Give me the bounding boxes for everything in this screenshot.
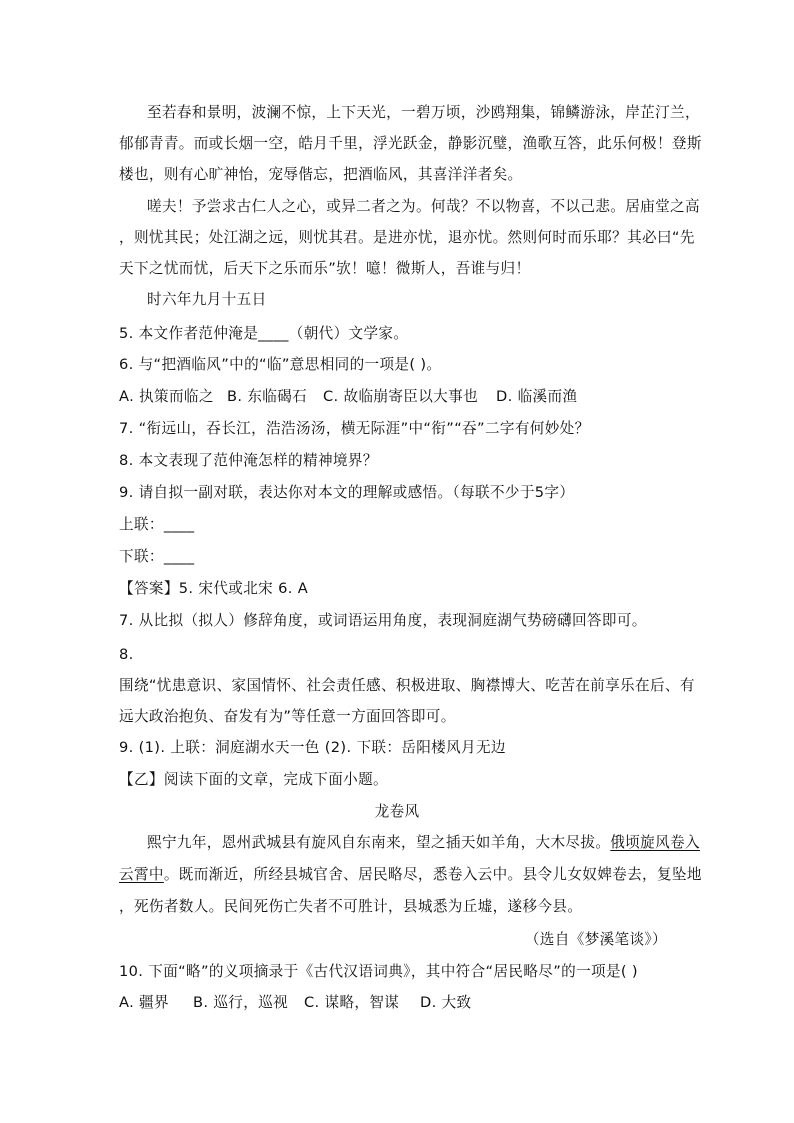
part-b-line-2 <box>119 865 702 885</box>
option-a: A. 执策而临之 <box>119 388 214 405</box>
question-6: 6. 与“把酒临风”中的“临”意思相同的一项是( )。 <box>119 356 442 373</box>
option-d: D. 大致 <box>420 994 472 1011</box>
part-b-line-3: ，死伤者数人。民间死伤亡失者不可胜计，县城悉为丘墟，遂移今县。 <box>119 898 583 915</box>
source-citation: （选自《梦溪笔谈》） <box>524 931 667 948</box>
option-c: C. 谋略，智谋 <box>304 994 400 1011</box>
question-7: 7. “衔远山，吞长江，浩浩汤汤，横无际涯”中“衔”“吞”二字有何妙处？ <box>119 420 590 437</box>
answer-8-line-2: 远大政治抱负、奋发有为”等任意一方面回答即可。 <box>119 708 456 725</box>
option-b: B. 东临碣石 <box>227 388 308 405</box>
question-9-lower-line: 下联：____ <box>119 548 195 565</box>
answer-5-6: 【答案】5. 宋代或北宋 6. A <box>119 580 309 597</box>
question-9-upper-line: 上联：____ <box>119 516 195 533</box>
passage-a-date: 时六年九月十五日 <box>147 291 267 308</box>
passage-a-line-2: 郁郁青青。而或长烟一空，皓月千里，浮光跃金，静影沉璧，渔歌互答，此乐何极！登斯 <box>119 135 702 152</box>
passage-a-line-1: 至若春和景明，波澜不惊，上下天光，一碧万顷，沙鸥翔集，锦鳞游泳，岸芷汀兰， <box>147 104 700 121</box>
part-b-intro: 【乙】阅读下面的文章，完成下面小题。 <box>119 771 388 788</box>
question-5: 5. 本文作者范仲淹是____（朝代）文学家。 <box>119 325 409 342</box>
question-9: 9. 请自拟一副对联，表达你对本文的理解或感悟。（每联不少于5字） <box>119 484 575 501</box>
passage-a-line-4: 嗟夫！予尝求古仁人之心，或异二者之为。何哉？不以物喜，不以己悲。居庙堂之高 <box>147 198 700 215</box>
answer-8-number: 8. <box>119 646 134 663</box>
passage-a-line-5: ，则忧其民；处江湖之远，则忧其君。是进亦忧，退亦忧。然则何时而乐耶？其必曰“先 <box>119 229 695 246</box>
answer-7: 7. 从比拟（拟人）修辞角度，或词语运用角度，表现洞庭湖气势磅礴回答即可。 <box>119 612 647 629</box>
question-6-options <box>119 387 577 407</box>
passage-a-line-6: 天下之忧而忧，后天下之乐而乐”欤！噫！微斯人，吾谁与归！ <box>119 260 531 277</box>
underlined-phrase-2: 云霄中 <box>119 866 164 883</box>
question-10: 10. 下面“略”的义项摘录于《古代汉语词典》，其中符合“居民略尽”的一项是( ) <box>119 963 638 980</box>
option-c: C. 故临崩寄臣以大事也 <box>323 388 479 405</box>
passage-a-line-3: 楼也，则有心旷神怡，宠辱偕忘，把酒临风，其喜洋洋者矣。 <box>119 166 523 183</box>
answer-9: 9. (1). 上联：洞庭湖水天一色 (2). 下联：岳阳楼风月无边 <box>119 739 506 756</box>
answer-8-line-1: 围绕“忧患意识、家国情怀、社会责任感、积极进取、胸襟博大、吃苦在前享乐在后、有 <box>119 677 695 694</box>
option-b: B. 巡行，巡视 <box>193 994 289 1011</box>
part-b-line-2-text: 。既而渐近，所经县城官舍、居民略尽，悉卷入云中。县令儿女奴婢卷去，复坠地 <box>163 866 702 883</box>
part-b-line-1-text: 熙宁九年，恩州武城县有旋风自东南来，望之插天如羊角，大木尽拔。 <box>147 834 611 851</box>
question-8: 8. 本文表现了范仲淹怎样的精神境界？ <box>119 452 378 469</box>
part-b-title: 龙卷风 <box>374 803 420 820</box>
part-b-line-1 <box>147 833 700 853</box>
option-d: D. 临溪而渔 <box>496 388 578 405</box>
question-10-options <box>119 993 471 1013</box>
underlined-phrase-1: 俄顷旋风卷入 <box>610 834 700 851</box>
option-a: A. 疆界 <box>119 994 169 1011</box>
